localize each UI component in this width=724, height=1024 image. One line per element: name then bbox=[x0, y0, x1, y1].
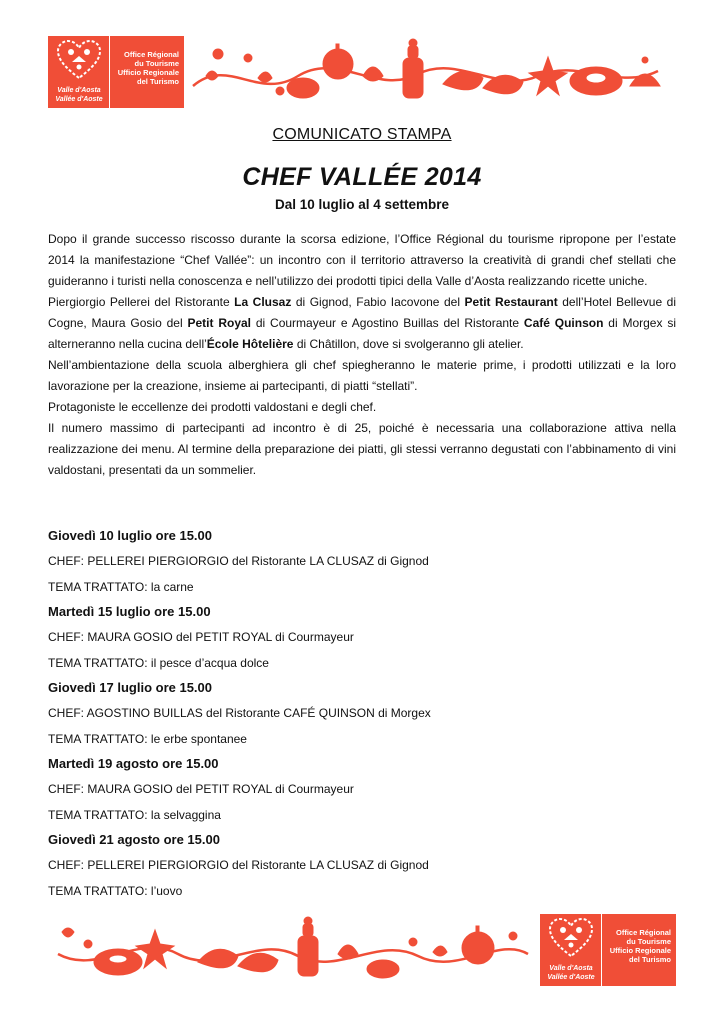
brand-line-it: Valle d'Aosta bbox=[549, 965, 593, 972]
office-line-2: du Tourisme bbox=[626, 937, 671, 946]
text-fragment: di Morgex si alterneranno nella cucina dell’ bbox=[48, 316, 676, 351]
body-text bbox=[48, 229, 676, 481]
brand-line-fr: Vallée d'Aoste bbox=[55, 96, 103, 103]
paragraph-protagonists: Protagoniste le eccellenze dei prodotti valdostani e degli chef. bbox=[48, 400, 377, 414]
event-item bbox=[48, 828, 676, 904]
office-line-1: Office Régional bbox=[615, 928, 671, 937]
page-title: CHEF VALLÉE 2014 bbox=[242, 163, 482, 191]
event-theme: TEMA TRATTATO: il pesce d’acqua dolce bbox=[48, 656, 269, 670]
restaurant-name: Petit Royal bbox=[187, 316, 251, 330]
text-fragment: di Châtillon, dove si svolgeranno gli atelier. bbox=[293, 337, 524, 351]
heart-logo bbox=[540, 914, 602, 986]
office-line-2: du Tourisme bbox=[134, 59, 179, 68]
event-chef: CHEF: MAURA GOSIO del PETIT ROYAL di Courmayeur bbox=[48, 782, 354, 796]
office-line-4: del Turismo bbox=[137, 77, 179, 86]
heart-icon bbox=[548, 918, 594, 958]
text-fragment: di Courmayeur e Agostino Buillas del Ristorante bbox=[251, 316, 524, 330]
office-line-1: Office Régional bbox=[123, 50, 179, 59]
tourism-logo-footer bbox=[540, 914, 676, 986]
event-date: Giovedì 10 luglio ore 15.00 bbox=[48, 528, 213, 543]
event-date: Martedì 15 luglio ore 15.00 bbox=[48, 604, 211, 619]
tourism-logo bbox=[48, 36, 184, 108]
event-chef: CHEF: MAURA GOSIO del PETIT ROYAL di Courmayeur bbox=[48, 630, 354, 644]
text-fragment: Piergiorgio Pellerei del Ristorante bbox=[48, 295, 235, 309]
brand-line-it: Valle d'Aosta bbox=[57, 87, 101, 94]
office-line-4: del Turismo bbox=[629, 955, 671, 964]
press-release-label: COMUNICATO STAMPA bbox=[272, 126, 452, 143]
office-line-3: Ufficio Regionale bbox=[609, 946, 671, 955]
event-dates: Dal 10 luglio al 4 settembre bbox=[274, 197, 450, 212]
brand-line-fr: Vallée d'Aoste bbox=[547, 974, 595, 981]
text-fragment: di Gignod, Fabio Iacovone del bbox=[291, 295, 465, 309]
event-theme: TEMA TRATTATO: le erbe spontanee bbox=[48, 732, 247, 746]
food-ornament-top bbox=[188, 36, 676, 108]
event-schedule bbox=[48, 524, 676, 904]
paragraph-chefs bbox=[48, 292, 676, 355]
footer-banner bbox=[48, 914, 676, 986]
school-name: École Hôtelière bbox=[206, 337, 294, 351]
restaurant-name: Café Quinson bbox=[523, 316, 604, 330]
event-item bbox=[48, 600, 676, 676]
paragraph-participants: Il numero massimo di partecipanti ad incontro è di 25, poiché è necessaria una collaborazione attiva nella realizzazione dei menu. Al termine della preparazione dei piatti, gli stessi verranno degustati con l’abbinamento di vini valdostani, presentati da un sommelier. bbox=[48, 421, 676, 477]
heart-icon bbox=[56, 40, 102, 80]
text-fragment: dell’Hotel Bellevue di Cogne, Maura Gosio del bbox=[48, 295, 677, 330]
header-banner bbox=[48, 36, 676, 108]
event-date: Martedì 19 agosto ore 15.00 bbox=[48, 756, 219, 771]
heart-logo bbox=[48, 36, 110, 108]
restaurant-name: La Clusaz bbox=[234, 295, 292, 309]
food-ornament-bottom bbox=[48, 914, 536, 986]
event-theme: TEMA TRATTATO: la selvaggina bbox=[48, 808, 221, 822]
event-chef: CHEF: PELLEREI PIERGIORGIO del Ristorante LA CLUSAZ di Gignod bbox=[48, 858, 429, 872]
event-item bbox=[48, 524, 676, 600]
paragraph-setting: Nell’ambientazione della scuola alberghiera gli chef spiegheranno le materie prime, i prodotti utilizzati e la loro lavorazione per la creazione, insieme ai partecipanti, di piatti “stellati”. bbox=[48, 358, 676, 393]
paragraph-intro: Dopo il grande successo riscosso durante la scorsa edizione, l’Office Régional du tourisme ripropone per l’estate 2014 la manifestazione “Chef Vallée”: un incontro con il territorio attraverso la creatività di grandi chef stellati che guideranno i turisti nella conoscenza e nell’utilizzo dei prodotti tipici della Valle d’Aosta realizzando ricette uniche. bbox=[48, 232, 676, 288]
event-item bbox=[48, 752, 676, 828]
event-item bbox=[48, 676, 676, 752]
restaurant-name: Petit Restaurant bbox=[464, 295, 558, 309]
event-chef: CHEF: PELLEREI PIERGIORGIO del Ristorante LA CLUSAZ di Gignod bbox=[48, 554, 429, 568]
office-line-3: Ufficio Regionale bbox=[117, 68, 179, 77]
event-chef: CHEF: AGOSTINO BUILLAS del Ristorante CAFÉ QUINSON di Morgex bbox=[48, 706, 431, 720]
event-theme: TEMA TRATTATO: la carne bbox=[48, 580, 194, 594]
event-theme: TEMA TRATTATO: l’uovo bbox=[48, 884, 183, 898]
event-date: Giovedì 21 agosto ore 15.00 bbox=[48, 832, 220, 847]
event-date: Giovedì 17 luglio ore 15.00 bbox=[48, 680, 213, 695]
